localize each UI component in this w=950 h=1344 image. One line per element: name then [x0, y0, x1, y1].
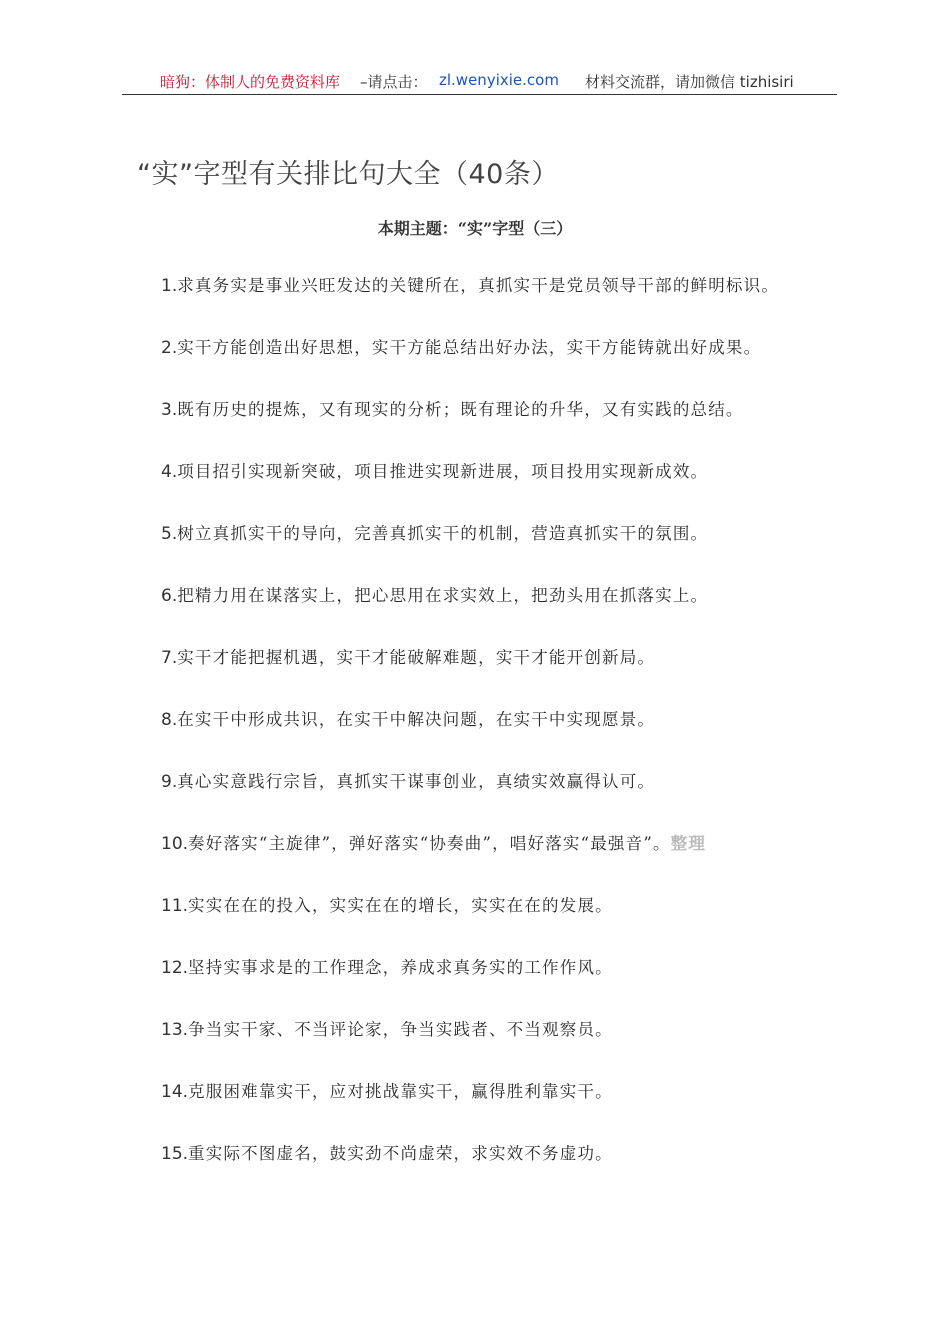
- item-text: 实实在在的投入，实实在在的增长，实实在在的发展。: [188, 896, 613, 915]
- list-item: [161, 706, 779, 768]
- item-text: 坚持实事求是的工作理念，养成求真务实的工作作风。: [188, 958, 613, 977]
- item-text: 求真务实是事业兴旺发达的关键所在，真抓实干是党员领导干部的鲜明标识。: [177, 276, 780, 295]
- item-number: 3.: [161, 400, 178, 420]
- item-text: 重实际不图虚名，鼓实劲不尚虚荣，求实效不务虚功。: [188, 1144, 613, 1163]
- item-text: 奏好落实“主旋律”，弹好落实“协奏曲”，唱好落实“最强音”。: [188, 834, 671, 853]
- list-item: [161, 1078, 779, 1140]
- item-text: 克服困难靠实干，应对挑战靠实干，赢得胜利靠实干。: [188, 1082, 613, 1101]
- item-number: 5.: [161, 524, 178, 544]
- list-item: [161, 582, 779, 644]
- list-item: [161, 830, 779, 892]
- header-click-prompt: –请点击：: [360, 73, 428, 91]
- document-title: “实”字型有关排比句大全（40条）: [137, 159, 559, 190]
- item-text: 在实干中形成共识，在实干中解决问题，在实干中实现愿景。: [177, 710, 656, 729]
- item-text: 实干方能创造出好思想，实干方能总结出好办法，实干方能铸就出好成果。: [177, 338, 762, 357]
- item-number: 2.: [161, 338, 178, 358]
- item-number: 1.: [161, 276, 178, 296]
- list-item: [161, 1140, 779, 1202]
- item-number: 9.: [161, 772, 178, 792]
- item-text: 真心实意践行宗旨，真抓实干谋事创业，真绩实效赢得认可。: [177, 772, 656, 791]
- item-number: 14.: [161, 1082, 189, 1102]
- list-item: [161, 458, 779, 520]
- item-number: 11.: [161, 896, 189, 916]
- list-item: [161, 768, 779, 830]
- list-item: [161, 644, 779, 706]
- item-text: 树立真抓实干的导向，完善真抓实干的机制，营造真抓实干的氛围。: [177, 524, 709, 543]
- item-text: 项目招引实现新突破，项目推进实现新进展，项目投用实现新成效。: [177, 462, 709, 481]
- item-number: 10.: [161, 834, 189, 854]
- page-header: [122, 66, 837, 95]
- header-link[interactable]: zl.wenyixie.com: [439, 71, 559, 89]
- item-watermark: 整理: [670, 834, 707, 853]
- item-number: 8.: [161, 710, 178, 730]
- document-subtitle: 本期主题：“实”字型（三）: [377, 219, 573, 238]
- item-text: 争当实干家、不当评论家，争当实践者、不当观察员。: [188, 1020, 613, 1039]
- list-item: [161, 1016, 779, 1078]
- item-number: 6.: [161, 586, 178, 606]
- item-number: 13.: [161, 1020, 189, 1040]
- item-number: 15.: [161, 1144, 189, 1164]
- list-item: [161, 396, 779, 458]
- item-number: 12.: [161, 958, 189, 978]
- list-item: [161, 272, 779, 334]
- list-item: [161, 520, 779, 582]
- list-item: [161, 334, 779, 396]
- list-item: [161, 892, 779, 954]
- list-item: [161, 954, 779, 1016]
- header-brand: 暗狗：体制人的免费资料库: [160, 73, 341, 91]
- item-text: 实干才能把握机遇，实干才能破解难题，实干才能开创新局。: [177, 648, 656, 667]
- header-contact: 材料交流群，请加微信 tizhisiri: [585, 73, 794, 91]
- item-number: 7.: [161, 648, 178, 668]
- item-text: 把精力用在谋落实上，把心思用在求实效上，把劲头用在抓落实上。: [177, 586, 709, 605]
- item-text: 既有历史的提炼，又有现实的分析；既有理论的升华，又有实践的总结。: [177, 400, 744, 419]
- sentence-list: [161, 272, 779, 1202]
- item-number: 4.: [161, 462, 178, 482]
